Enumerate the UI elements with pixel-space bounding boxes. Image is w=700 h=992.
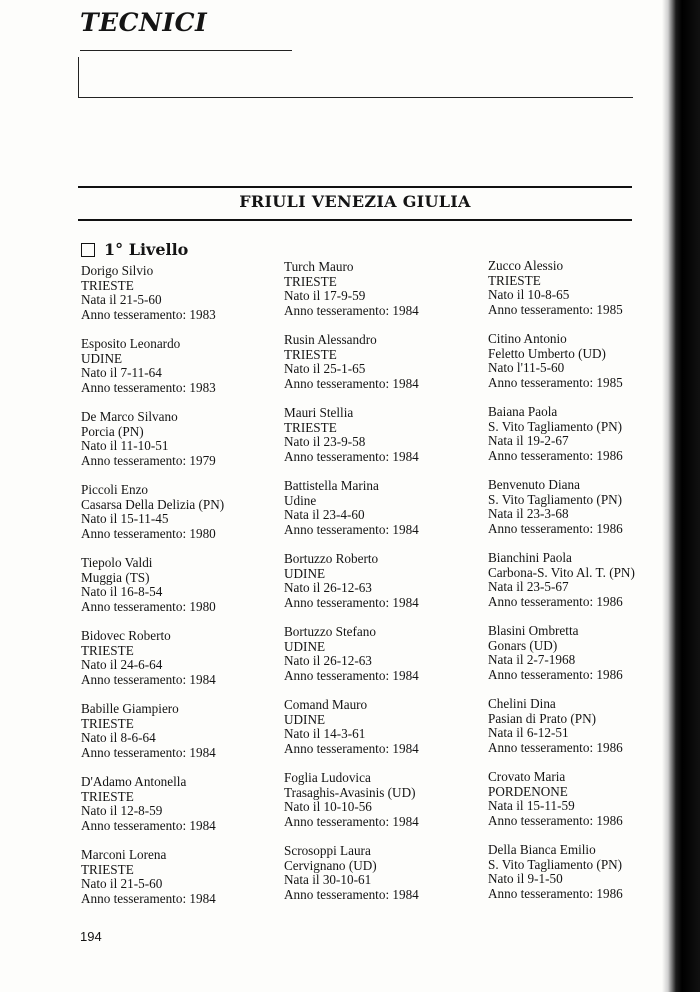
technician-birth: Nato il 11-10-51	[81, 438, 169, 454]
technician-entry	[81, 629, 281, 702]
technician-birth: Nato il 25-1-65	[284, 361, 366, 377]
technician-name: Dorigo Silvio	[81, 263, 154, 278]
technician-entry	[488, 551, 688, 624]
technician-name: Esposito Leonardo	[81, 336, 181, 351]
technician-registration-year: Anno tesseramento: 1984	[81, 671, 216, 687]
technician-place: S. Vito Tagliamento (PN)	[488, 856, 623, 872]
technician-registration-year: Anno tesseramento: 1984	[284, 448, 419, 464]
technician-entry	[488, 478, 688, 551]
technician-registration-year: Anno tesseramento: 1986	[488, 447, 623, 463]
technician-name: Turch Mauro	[284, 259, 354, 274]
technician-name: Baiana Paola	[488, 404, 558, 419]
technician-registration-year: Anno tesseramento: 1986	[488, 885, 623, 901]
technician-place: TRIESTE	[284, 346, 337, 362]
technician-registration-year: Anno tesseramento: 1980	[81, 598, 216, 614]
technician-place: TRIESTE	[81, 277, 134, 293]
technician-entry	[284, 771, 484, 844]
technician-place: UDINE	[284, 565, 326, 581]
technician-birth: Nata il 23-5-67	[488, 579, 569, 595]
technician-birth: Nato il 14-3-61	[284, 726, 366, 742]
technician-name: Crovato Maria	[488, 769, 566, 784]
technician-place: TRIESTE	[81, 861, 134, 877]
technician-name: Bianchini Paola	[488, 550, 572, 565]
technician-entry	[488, 332, 688, 405]
technician-registration-year: Anno tesseramento: 1984	[284, 813, 419, 829]
technician-name: Battistella Marina	[284, 478, 379, 493]
technician-name: Tiepolo Valdi	[81, 555, 153, 570]
technician-place: TRIESTE	[284, 273, 337, 289]
technician-entry	[81, 702, 281, 775]
technician-place: S. Vito Tagliamento (PN)	[488, 491, 623, 507]
technician-registration-year: Anno tesseramento: 1979	[81, 452, 216, 468]
technician-entry	[284, 479, 484, 552]
technician-place: UDINE	[284, 711, 326, 727]
technician-registration-year: Anno tesseramento: 1984	[284, 521, 419, 537]
technician-registration-year: Anno tesseramento: 1984	[284, 667, 419, 683]
technician-birth: Nato il 23-9-58	[284, 434, 366, 450]
technician-place: Muggia (TS)	[81, 569, 150, 585]
technician-birth: Nato il 7-11-64	[81, 365, 162, 381]
technician-registration-year: Anno tesseramento: 1986	[488, 739, 623, 755]
technician-birth: Nato il 16-8-54	[81, 584, 163, 600]
page-binding-edge	[662, 0, 700, 992]
technician-name: Bortuzzo Stefano	[284, 624, 376, 639]
level-label: 1° Livello	[104, 240, 189, 259]
technician-birth: Nato il 21-5-60	[81, 876, 163, 892]
technician-name: Chelini Dina	[488, 696, 556, 711]
technician-registration-year: Anno tesseramento: 1984	[284, 886, 419, 902]
technician-name: Scrosoppi Laura	[284, 843, 371, 858]
technician-name: Zucco Alessio	[488, 258, 564, 273]
region-rule-top	[78, 186, 632, 188]
technician-name: Comand Mauro	[284, 697, 368, 712]
technician-entry	[284, 333, 484, 406]
technician-birth: Nato l'11-5-60	[488, 360, 565, 376]
technician-registration-year: Anno tesseramento: 1984	[81, 890, 216, 906]
technician-name: Citino Antonio	[488, 331, 567, 346]
technician-birth: Nato il 12-8-59	[81, 803, 163, 819]
technician-registration-year: Anno tesseramento: 1984	[81, 817, 216, 833]
technician-registration-year: Anno tesseramento: 1986	[488, 666, 623, 682]
technician-entry	[81, 556, 281, 629]
technician-place: Casarsa Della Delizia (PN)	[81, 496, 225, 512]
checkbox-square-icon	[81, 243, 95, 257]
technician-name: Blasini Ombretta	[488, 623, 579, 638]
technician-entry	[488, 405, 688, 478]
technician-registration-year: Anno tesseramento: 1986	[488, 812, 623, 828]
title-frame	[78, 57, 633, 98]
technician-entry	[284, 406, 484, 479]
technician-place: Porcia (PN)	[81, 423, 144, 439]
technician-registration-year: Anno tesseramento: 1985	[488, 301, 623, 317]
technician-birth: Nato il 10-8-65	[488, 287, 570, 303]
technician-place: TRIESTE	[81, 788, 134, 804]
title-rule	[80, 50, 292, 51]
technician-place: Udine	[284, 492, 317, 508]
technician-place: Feletto Umberto (UD)	[488, 345, 606, 361]
technician-place: Gonars (UD)	[488, 637, 558, 653]
technician-entry	[81, 410, 281, 483]
technician-name: Bidovec Roberto	[81, 628, 171, 643]
technician-name: Bortuzzo Roberto	[284, 551, 379, 566]
technician-name: Benvenuto Diana	[488, 477, 580, 492]
technician-place: TRIESTE	[284, 419, 337, 435]
technician-entry	[81, 264, 281, 337]
technician-birth: Nato il 9-1-50	[488, 871, 563, 887]
technician-birth: Nata il 15-11-59	[488, 798, 575, 814]
technician-name: Mauri Stellia	[284, 405, 354, 420]
technician-registration-year: Anno tesseramento: 1984	[81, 744, 216, 760]
technician-registration-year: Anno tesseramento: 1984	[284, 740, 419, 756]
technician-registration-year: Anno tesseramento: 1984	[284, 302, 419, 318]
technician-registration-year: Anno tesseramento: 1984	[284, 375, 419, 391]
technician-registration-year: Anno tesseramento: 1985	[488, 374, 623, 390]
technician-entry	[81, 337, 281, 410]
page-title: TECNICI	[80, 8, 208, 37]
technician-entry	[488, 843, 688, 916]
technician-birth: Nato il 10-10-56	[284, 799, 372, 815]
technician-name: Della Bianca Emilio	[488, 842, 596, 857]
technician-entry	[81, 483, 281, 556]
technician-birth: Nato il 8-6-64	[81, 730, 156, 746]
technician-birth: Nato il 24-6-64	[81, 657, 163, 673]
technician-name: Foglia Ludovica	[284, 770, 371, 785]
technician-entry	[488, 259, 688, 332]
technician-registration-year: Anno tesseramento: 1986	[488, 520, 623, 536]
technician-birth: Nata il 6-12-51	[488, 725, 569, 741]
technician-entry	[284, 844, 484, 917]
technician-registration-year: Anno tesseramento: 1984	[284, 594, 419, 610]
technician-birth: Nata il 19-2-67	[488, 433, 569, 449]
technician-place: S. Vito Tagliamento (PN)	[488, 418, 623, 434]
technician-place: TRIESTE	[488, 272, 541, 288]
technician-registration-year: Anno tesseramento: 1986	[488, 593, 623, 609]
technician-birth: Nata il 23-3-68	[488, 506, 569, 522]
technician-entry	[284, 625, 484, 698]
entries-column-3	[488, 259, 688, 916]
technician-place: Cervignano (UD)	[284, 857, 377, 873]
technician-entry	[488, 697, 688, 770]
region-rule-bottom	[78, 219, 632, 221]
technician-registration-year: Anno tesseramento: 1980	[81, 525, 216, 541]
technician-place: TRIESTE	[81, 642, 134, 658]
technician-birth: Nata il 2-7-1968	[488, 652, 576, 668]
technician-name: Piccoli Enzo	[81, 482, 149, 497]
technician-entry	[488, 770, 688, 843]
technician-registration-year: Anno tesseramento: 1983	[81, 306, 216, 322]
level-heading	[81, 240, 188, 259]
technician-place: TRIESTE	[81, 715, 134, 731]
technician-registration-year: Anno tesseramento: 1983	[81, 379, 216, 395]
technician-place: Carbona-S. Vito Al. T. (PN)	[488, 564, 635, 580]
technician-name: D'Adamo Antonella	[81, 774, 187, 789]
technician-entry	[81, 775, 281, 848]
technician-place: UDINE	[81, 350, 123, 366]
technician-name: Marconi Lorena	[81, 847, 167, 862]
technician-birth: Nata il 30-10-61	[284, 872, 372, 888]
entries-column-2	[284, 260, 484, 917]
technician-birth: Nato il 26-12-63	[284, 653, 372, 669]
technician-place: PORDENONE	[488, 783, 568, 799]
entries-column-1	[81, 264, 281, 921]
technician-place: Trasaghis-Avasinis (UD)	[284, 784, 416, 800]
region-title: FRIULI VENEZIA GIULIA	[239, 192, 471, 211]
technician-birth: Nato il 15-11-45	[81, 511, 169, 527]
technician-name: Babille Giampiero	[81, 701, 179, 716]
technician-entry	[81, 848, 281, 921]
page-number: 194	[80, 929, 102, 944]
technician-birth: Nata il 21-5-60	[81, 292, 162, 308]
technician-entry	[284, 698, 484, 771]
technician-name: Rusin Alessandro	[284, 332, 377, 347]
technician-place: Pasian di Prato (PN)	[488, 710, 597, 726]
technician-entry	[284, 260, 484, 333]
technician-name: De Marco Silvano	[81, 409, 178, 424]
technician-entry	[488, 624, 688, 697]
technician-birth: Nata il 23-4-60	[284, 507, 365, 523]
technician-birth: Nato il 17-9-59	[284, 288, 366, 304]
technician-place: UDINE	[284, 638, 326, 654]
technician-entry	[284, 552, 484, 625]
technician-birth: Nato il 26-12-63	[284, 580, 372, 596]
